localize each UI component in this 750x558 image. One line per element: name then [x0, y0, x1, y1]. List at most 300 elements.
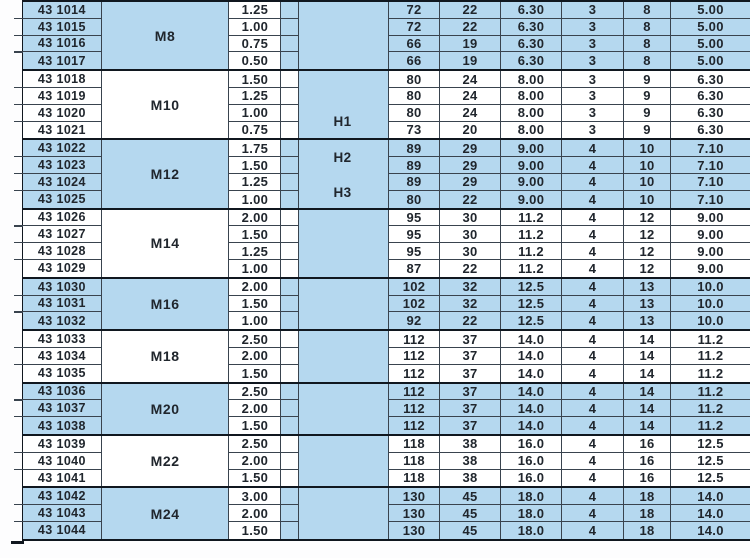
- value-cell: 4: [561, 470, 623, 487]
- value-cell: 112: [389, 417, 439, 434]
- h-column-segment: [299, 331, 388, 381]
- part-number-cell: 43 1037: [23, 400, 101, 417]
- pitch-value-box: 1.00: [228, 312, 281, 329]
- value-cell: 22: [439, 260, 500, 277]
- h3-label: H3: [333, 185, 352, 200]
- h-column-segment: [299, 384, 388, 434]
- value-cell: 8.00: [500, 88, 561, 104]
- h-column-segment: [299, 140, 388, 207]
- value-cell: 9: [623, 105, 670, 121]
- value-cell: 11.2: [500, 260, 561, 277]
- part-number-column: [22, 210, 101, 277]
- value-cell: 37: [439, 384, 500, 400]
- thread-size-cell: M18: [101, 331, 229, 381]
- value-cell: 72: [389, 19, 439, 35]
- part-number-cell: 43 1020: [23, 105, 101, 122]
- spec-table: [22, 0, 750, 541]
- size-group-m12: [22, 140, 750, 209]
- value-cell: 72: [389, 2, 439, 18]
- pitch-value-box: 1.00: [228, 105, 281, 121]
- values-block: [388, 71, 750, 138]
- value-cell: 14: [623, 348, 670, 364]
- part-number-cell: 43 1044: [23, 522, 101, 539]
- value-cell: 9: [623, 88, 670, 104]
- values-block: [388, 140, 750, 207]
- value-cell: 8: [623, 2, 670, 18]
- value-cell: 22: [439, 2, 500, 18]
- value-cell: 6.30: [500, 2, 561, 18]
- part-number-column: [22, 384, 101, 434]
- value-cell: 32: [439, 279, 500, 295]
- value-cell: 6.30: [670, 122, 750, 139]
- pitch-value-box: 2.00: [228, 400, 281, 416]
- value-cell: 18: [623, 505, 670, 521]
- value-cell: 16: [623, 470, 670, 487]
- value-cell: 30: [439, 243, 500, 259]
- pitch-cell: [228, 260, 298, 277]
- value-cell: 37: [439, 348, 500, 364]
- thread-size-cell: M16: [101, 279, 229, 329]
- pitch-value-box: 2.00: [228, 210, 281, 226]
- h-column-segment: [299, 279, 388, 329]
- values-row: [389, 279, 750, 296]
- value-cell: 29: [439, 174, 500, 190]
- value-cell: 92: [389, 312, 439, 329]
- value-cell: 95: [389, 210, 439, 226]
- value-cell: 12.5: [670, 453, 750, 469]
- part-number-cell: 43 1028: [23, 243, 101, 260]
- value-cell: 9.00: [670, 226, 750, 242]
- value-cell: 10.0: [670, 279, 750, 295]
- value-cell: 73: [389, 122, 439, 139]
- pitch-column: [228, 488, 299, 538]
- value-cell: 45: [439, 522, 500, 539]
- value-cell: 130: [389, 522, 439, 539]
- pitch-value-box: 1.25: [228, 2, 281, 18]
- value-cell: 130: [389, 488, 439, 504]
- size-group-m24: [22, 488, 750, 540]
- value-cell: 24: [439, 105, 500, 121]
- pitch-value-box: 2.00: [228, 453, 281, 469]
- part-number-cell: 43 1031: [23, 296, 101, 313]
- value-cell: 14.0: [500, 384, 561, 400]
- value-cell: 66: [389, 52, 439, 69]
- h-column-segment: [299, 71, 388, 138]
- value-cell: 22: [439, 191, 500, 208]
- value-cell: 89: [389, 140, 439, 156]
- pitch-value-box: 2.50: [228, 331, 281, 347]
- value-cell: 4: [561, 331, 623, 347]
- pitch-value-box: 0.50: [228, 52, 281, 69]
- value-cell: 4: [561, 522, 623, 539]
- value-cell: 6.30: [500, 19, 561, 35]
- part-number-column: [22, 331, 101, 381]
- pitch-column: [228, 384, 299, 434]
- value-cell: 20: [439, 122, 500, 139]
- part-number-cell: 43 1033: [23, 331, 101, 348]
- values-row: [389, 105, 750, 122]
- value-cell: 32: [439, 296, 500, 312]
- pitch-column: [228, 279, 299, 329]
- h1-label: H1: [333, 114, 352, 129]
- part-number-cell: 43 1038: [23, 417, 101, 434]
- value-cell: 18.0: [500, 522, 561, 539]
- part-number-cell: 43 1041: [23, 470, 101, 487]
- pitch-cell: [228, 505, 298, 522]
- value-cell: 38: [439, 470, 500, 487]
- value-cell: 11.2: [500, 210, 561, 226]
- pitch-value-box: 1.50: [228, 226, 281, 242]
- value-cell: 14.0: [670, 488, 750, 504]
- value-cell: 8: [623, 36, 670, 52]
- values-row: [389, 157, 750, 174]
- value-cell: 24: [439, 88, 500, 104]
- pitch-value-box: 1.00: [228, 260, 281, 277]
- value-cell: 18.0: [500, 488, 561, 504]
- values-block: [388, 436, 750, 486]
- values-row: [389, 174, 750, 191]
- values-row: [389, 210, 750, 227]
- pitch-cell: [228, 157, 298, 174]
- h-column-segment: [299, 436, 388, 486]
- value-cell: 14: [623, 365, 670, 382]
- value-cell: 102: [389, 279, 439, 295]
- h2-label: H2: [333, 150, 352, 165]
- pitch-cell: [228, 88, 298, 105]
- value-cell: 12.5: [500, 279, 561, 295]
- value-cell: 16.0: [500, 453, 561, 469]
- value-cell: 18: [623, 488, 670, 504]
- value-cell: 3: [561, 88, 623, 104]
- value-cell: 4: [561, 210, 623, 226]
- value-cell: 10.0: [670, 312, 750, 329]
- pitch-cell: [228, 210, 298, 227]
- values-block: [388, 279, 750, 329]
- value-cell: 9.00: [500, 157, 561, 173]
- value-cell: 11.2: [670, 331, 750, 347]
- pitch-cell: [228, 36, 298, 53]
- value-cell: 112: [389, 331, 439, 347]
- part-number-cell: 43 1040: [23, 453, 101, 470]
- value-cell: 87: [389, 260, 439, 277]
- part-number-column: [22, 2, 101, 69]
- value-cell: 95: [389, 226, 439, 242]
- value-cell: 5.00: [670, 2, 750, 18]
- pitch-cell: [228, 522, 298, 539]
- pitch-value-box: 0.75: [228, 36, 281, 52]
- value-cell: 37: [439, 400, 500, 416]
- value-cell: 118: [389, 453, 439, 469]
- value-cell: 14: [623, 331, 670, 347]
- table-bottom-border: [11, 541, 24, 544]
- values-row: [389, 365, 750, 382]
- part-number-cell: 43 1019: [23, 88, 101, 105]
- value-cell: 8.00: [500, 71, 561, 87]
- value-cell: 4: [561, 436, 623, 452]
- values-row: [389, 226, 750, 243]
- value-cell: 12.5: [500, 296, 561, 312]
- pitch-value-box: 1.00: [228, 191, 281, 208]
- value-cell: 12: [623, 226, 670, 242]
- value-cell: 37: [439, 331, 500, 347]
- value-cell: 16.0: [500, 436, 561, 452]
- value-cell: 66: [389, 36, 439, 52]
- thread-size-cell: M12: [101, 140, 229, 207]
- value-cell: 4: [561, 140, 623, 156]
- part-number-cell: 43 1042: [23, 488, 101, 505]
- value-cell: 9.00: [670, 260, 750, 277]
- pitch-value-box: 1.50: [228, 71, 281, 87]
- value-cell: 4: [561, 400, 623, 416]
- value-cell: 4: [561, 312, 623, 329]
- pitch-column: [228, 140, 299, 207]
- value-cell: 10: [623, 140, 670, 156]
- value-cell: 4: [561, 174, 623, 190]
- part-number-cell: 43 1024: [23, 174, 101, 191]
- part-number-cell: 43 1043: [23, 505, 101, 522]
- value-cell: 38: [439, 436, 500, 452]
- value-cell: 3: [561, 122, 623, 139]
- values-row: [389, 191, 750, 208]
- value-cell: 11.2: [670, 384, 750, 400]
- value-cell: 12: [623, 260, 670, 277]
- thread-size-cell: M14: [101, 210, 229, 277]
- value-cell: 10: [623, 157, 670, 173]
- value-cell: 3: [561, 105, 623, 121]
- part-number-cell: 43 1030: [23, 279, 101, 296]
- part-number-cell: 43 1022: [23, 140, 101, 157]
- part-number-cell: 43 1017: [23, 52, 101, 69]
- pitch-cell: [228, 71, 298, 88]
- values-block: [388, 2, 750, 69]
- value-cell: 29: [439, 157, 500, 173]
- part-number-cell: 43 1034: [23, 348, 101, 365]
- value-cell: 80: [389, 71, 439, 87]
- values-row: [389, 522, 750, 539]
- part-number-column: [22, 436, 101, 486]
- pitch-value-box: 1.25: [228, 88, 281, 104]
- part-number-cell: 43 1021: [23, 122, 101, 139]
- pitch-cell: [228, 243, 298, 260]
- value-cell: 30: [439, 210, 500, 226]
- value-cell: 14: [623, 384, 670, 400]
- value-cell: 9.00: [500, 174, 561, 190]
- value-cell: 3: [561, 19, 623, 35]
- value-cell: 12: [623, 243, 670, 259]
- value-cell: 80: [389, 88, 439, 104]
- values-row: [389, 312, 750, 329]
- pitch-value-box: 1.50: [228, 470, 281, 487]
- value-cell: 18: [623, 522, 670, 539]
- values-row: [389, 19, 750, 36]
- value-cell: 9.00: [670, 210, 750, 226]
- value-cell: 4: [561, 243, 623, 259]
- value-cell: 4: [561, 296, 623, 312]
- pitch-cell: [228, 348, 298, 365]
- pitch-value-box: 1.50: [228, 522, 281, 539]
- value-cell: 89: [389, 174, 439, 190]
- value-cell: 4: [561, 226, 623, 242]
- values-row: [389, 331, 750, 348]
- value-cell: 8: [623, 19, 670, 35]
- pitch-cell: [228, 365, 298, 382]
- value-cell: 102: [389, 296, 439, 312]
- value-cell: 11.2: [670, 417, 750, 434]
- pitch-cell: [228, 191, 298, 208]
- value-cell: 6.30: [670, 88, 750, 104]
- value-cell: 9.00: [670, 243, 750, 259]
- pitch-value-box: 1.50: [228, 157, 281, 173]
- pitch-value-box: 1.00: [228, 19, 281, 35]
- value-cell: 4: [561, 260, 623, 277]
- value-cell: 4: [561, 365, 623, 382]
- values-row: [389, 470, 750, 487]
- pitch-cell: [228, 140, 298, 157]
- value-cell: 9.00: [500, 191, 561, 208]
- value-cell: 9: [623, 122, 670, 139]
- value-cell: 9: [623, 71, 670, 87]
- part-number-cell: 43 1025: [23, 191, 101, 208]
- value-cell: 4: [561, 348, 623, 364]
- value-cell: 4: [561, 157, 623, 173]
- pitch-cell: [228, 400, 298, 417]
- part-number-column: [22, 488, 101, 538]
- value-cell: 14.0: [500, 348, 561, 364]
- values-block: [388, 331, 750, 381]
- part-number-cell: 43 1032: [23, 312, 101, 329]
- value-cell: 7.10: [670, 140, 750, 156]
- value-cell: 130: [389, 505, 439, 521]
- value-cell: 11.2: [500, 243, 561, 259]
- value-cell: 11.2: [670, 348, 750, 364]
- part-number-cell: 43 1029: [23, 260, 101, 277]
- pitch-cell: [228, 52, 298, 69]
- value-cell: 4: [561, 505, 623, 521]
- value-cell: 12.5: [500, 312, 561, 329]
- value-cell: 14.0: [670, 522, 750, 539]
- pitch-value-box: 1.50: [228, 365, 281, 382]
- values-row: [389, 71, 750, 88]
- pitch-column: [228, 436, 299, 486]
- pitch-value-box: 3.00: [228, 488, 281, 504]
- part-number-cell: 43 1036: [23, 384, 101, 401]
- part-number-cell: 43 1018: [23, 71, 101, 88]
- pitch-cell: [228, 226, 298, 243]
- pitch-column: [228, 331, 299, 381]
- values-row: [389, 52, 750, 69]
- values-row: [389, 260, 750, 277]
- values-row: [389, 417, 750, 434]
- value-cell: 11.2: [670, 400, 750, 416]
- value-cell: 45: [439, 488, 500, 504]
- value-cell: 5.00: [670, 52, 750, 69]
- value-cell: 16: [623, 436, 670, 452]
- pitch-value-box: 2.50: [228, 436, 281, 452]
- value-cell: 14.0: [670, 505, 750, 521]
- size-group-m16: [22, 279, 750, 331]
- values-row: [389, 488, 750, 505]
- values-row: [389, 505, 750, 522]
- h-column-segment: [299, 488, 388, 538]
- value-cell: 16.0: [500, 470, 561, 487]
- value-cell: 89: [389, 157, 439, 173]
- value-cell: 80: [389, 191, 439, 208]
- pitch-cell: [228, 279, 298, 296]
- value-cell: 112: [389, 384, 439, 400]
- pitch-value-box: 1.25: [228, 174, 281, 190]
- pitch-column: [228, 71, 299, 138]
- thread-size-cell: M8: [101, 2, 229, 69]
- pitch-value-box: 1.25: [228, 243, 281, 259]
- value-cell: 4: [561, 384, 623, 400]
- value-cell: 9.00: [500, 140, 561, 156]
- pitch-cell: [228, 19, 298, 36]
- value-cell: 8.00: [500, 122, 561, 139]
- value-cell: 29: [439, 140, 500, 156]
- pitch-cell: [228, 331, 298, 348]
- part-number-column: [22, 140, 101, 207]
- pitch-value-box: 1.75: [228, 140, 281, 156]
- values-block: [388, 488, 750, 538]
- value-cell: 4: [561, 417, 623, 434]
- value-cell: 19: [439, 36, 500, 52]
- values-row: [389, 348, 750, 365]
- value-cell: 3: [561, 36, 623, 52]
- values-row: [389, 2, 750, 19]
- pitch-cell: [228, 296, 298, 313]
- pitch-column: [228, 210, 299, 277]
- value-cell: 3: [561, 52, 623, 69]
- value-cell: 10: [623, 191, 670, 208]
- value-cell: 19: [439, 52, 500, 69]
- part-number-column: [22, 279, 101, 329]
- value-cell: 13: [623, 312, 670, 329]
- pitch-column: [228, 2, 299, 69]
- size-group-m20: [22, 384, 750, 436]
- part-number-cell: 43 1023: [23, 157, 101, 174]
- value-cell: 13: [623, 279, 670, 295]
- h-column-segment: [299, 2, 388, 69]
- value-cell: 10.0: [670, 296, 750, 312]
- value-cell: 4: [561, 453, 623, 469]
- value-cell: 6.30: [500, 52, 561, 69]
- value-cell: 14: [623, 417, 670, 434]
- pitch-value-box: 2.50: [228, 384, 281, 400]
- value-cell: 14.0: [500, 365, 561, 382]
- pitch-cell: [228, 453, 298, 470]
- thread-size-cell: M24: [101, 488, 229, 538]
- value-cell: 22: [439, 19, 500, 35]
- value-cell: 6.30: [670, 71, 750, 87]
- value-cell: 4: [561, 279, 623, 295]
- part-number-cell: 43 1035: [23, 365, 101, 382]
- values-row: [389, 384, 750, 401]
- value-cell: 112: [389, 348, 439, 364]
- pitch-value-box: 2.00: [228, 348, 281, 364]
- values-row: [389, 88, 750, 105]
- part-number-cell: 43 1014: [23, 2, 101, 19]
- pitch-cell: [228, 488, 298, 505]
- values-row: [389, 243, 750, 260]
- pitch-cell: [228, 174, 298, 191]
- value-cell: 14: [623, 400, 670, 416]
- value-cell: 6.30: [670, 105, 750, 121]
- values-row: [389, 453, 750, 470]
- value-cell: 37: [439, 417, 500, 434]
- thread-size-cell: M10: [101, 71, 229, 138]
- value-cell: 11.2: [500, 226, 561, 242]
- value-cell: 80: [389, 105, 439, 121]
